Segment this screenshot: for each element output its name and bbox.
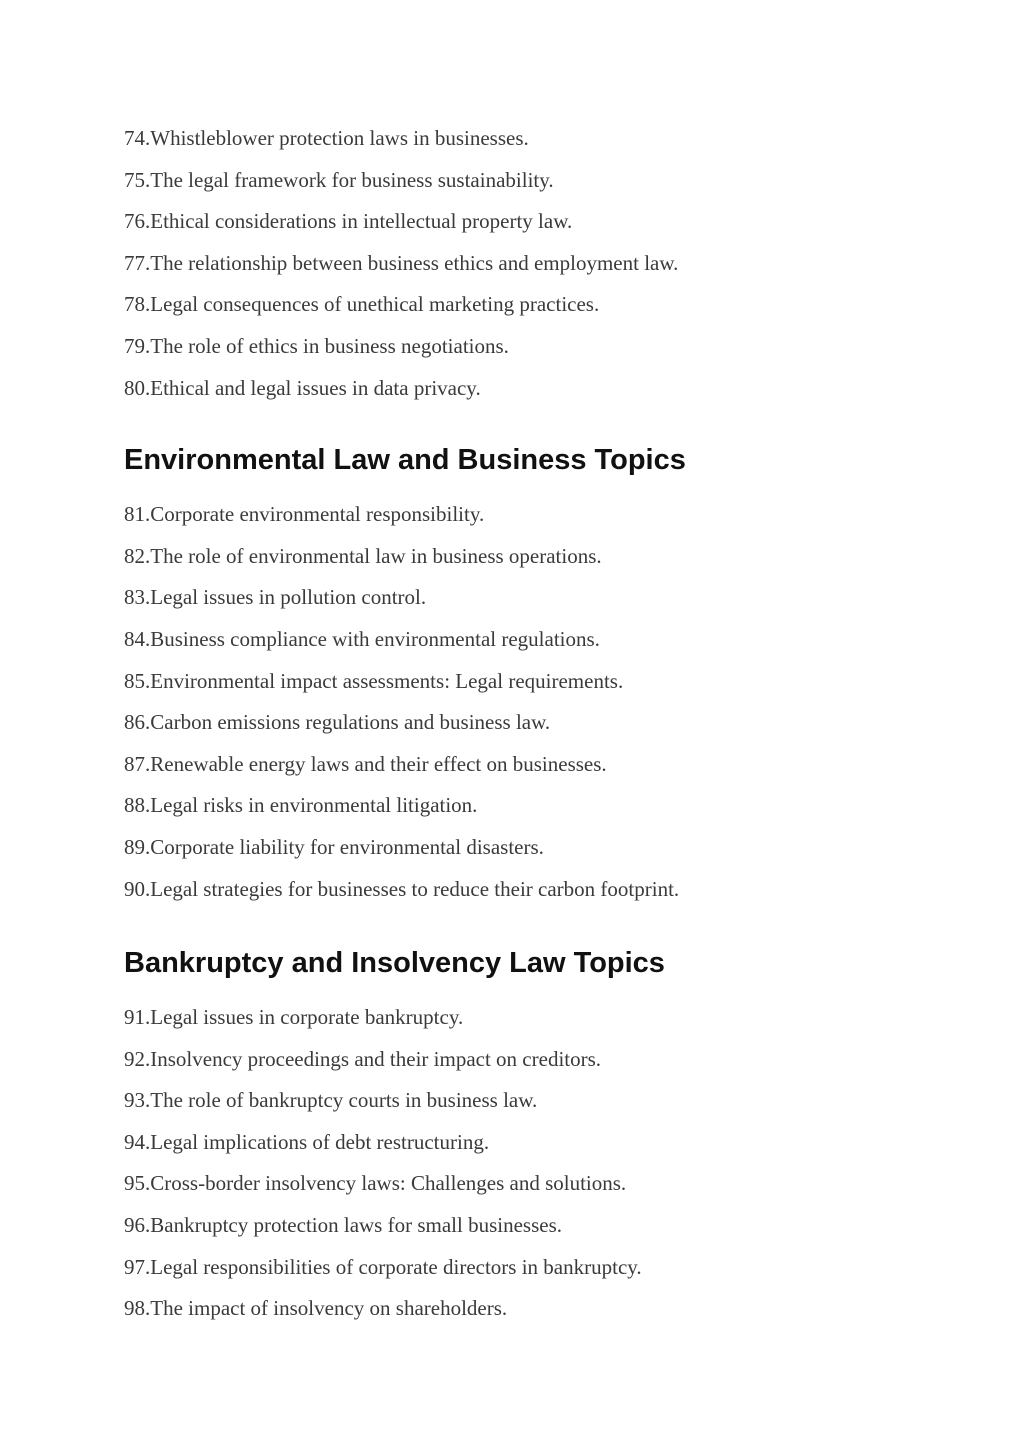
document-page [124,124,984,1336]
list-item: 89.Corporate liability for environmental disasters. [124,834,544,859]
list-item: 81.Corporate environmental responsibility. [124,502,485,527]
list-item: 91.Legal issues in corporate bankruptcy. [124,1005,464,1030]
list-item: 76.Ethical considerations in intellectual property law. [124,209,573,234]
list-item: 77.The relationship between business ethics and employment law. [124,250,679,275]
bankruptcy-topic-list [124,1003,984,1336]
list-item: 85.Environmental impact assessments: Legal requirements. [124,668,624,693]
environmental-topic-list [124,500,984,916]
list-item: 83.Legal issues in pollution control. [124,585,427,610]
list-item: 88.Legal risks in environmental litigation. [124,793,478,818]
list-item: 79.The role of ethics in business negotiations. [124,333,509,358]
section-heading-environmental: Environmental Law and Business Topics [124,444,686,477]
list-item: 86.Carbon emissions regulations and business law. [124,710,551,735]
list-item: 82.The role of environmental law in business operations. [124,543,602,568]
list-item: 95.Cross-border insolvency laws: Challenges and solutions. [124,1171,627,1196]
list-item: 90.Legal strategies for businesses to reduce their carbon footprint. [124,876,680,901]
list-item: 92.Insolvency proceedings and their impact on creditors. [124,1046,602,1071]
list-item: 93.The role of bankruptcy courts in business law. [124,1088,538,1113]
list-item: 87.Renewable energy laws and their effect on businesses. [124,751,607,776]
list-item: 80.Ethical and legal issues in data privacy. [124,375,481,400]
list-item: 78.Legal consequences of unethical marketing practices. [124,292,600,317]
list-item: 74.Whistleblower protection laws in businesses. [124,126,529,150]
list-item: 96.Bankruptcy protection laws for small businesses. [124,1213,563,1238]
list-item: 84.Business compliance with environmental regulations. [124,626,600,651]
ethics-topic-list [124,124,984,415]
list-item: 94.Legal implications of debt restructuring. [124,1129,490,1154]
list-item: 75.The legal framework for business sustainability. [124,167,554,192]
section-heading-bankruptcy: Bankruptcy and Insolvency Law Topics [124,947,665,980]
list-item: 98.The impact of insolvency on shareholders. [124,1296,508,1321]
list-item: 97.Legal responsibilities of corporate directors in bankruptcy. [124,1254,642,1279]
